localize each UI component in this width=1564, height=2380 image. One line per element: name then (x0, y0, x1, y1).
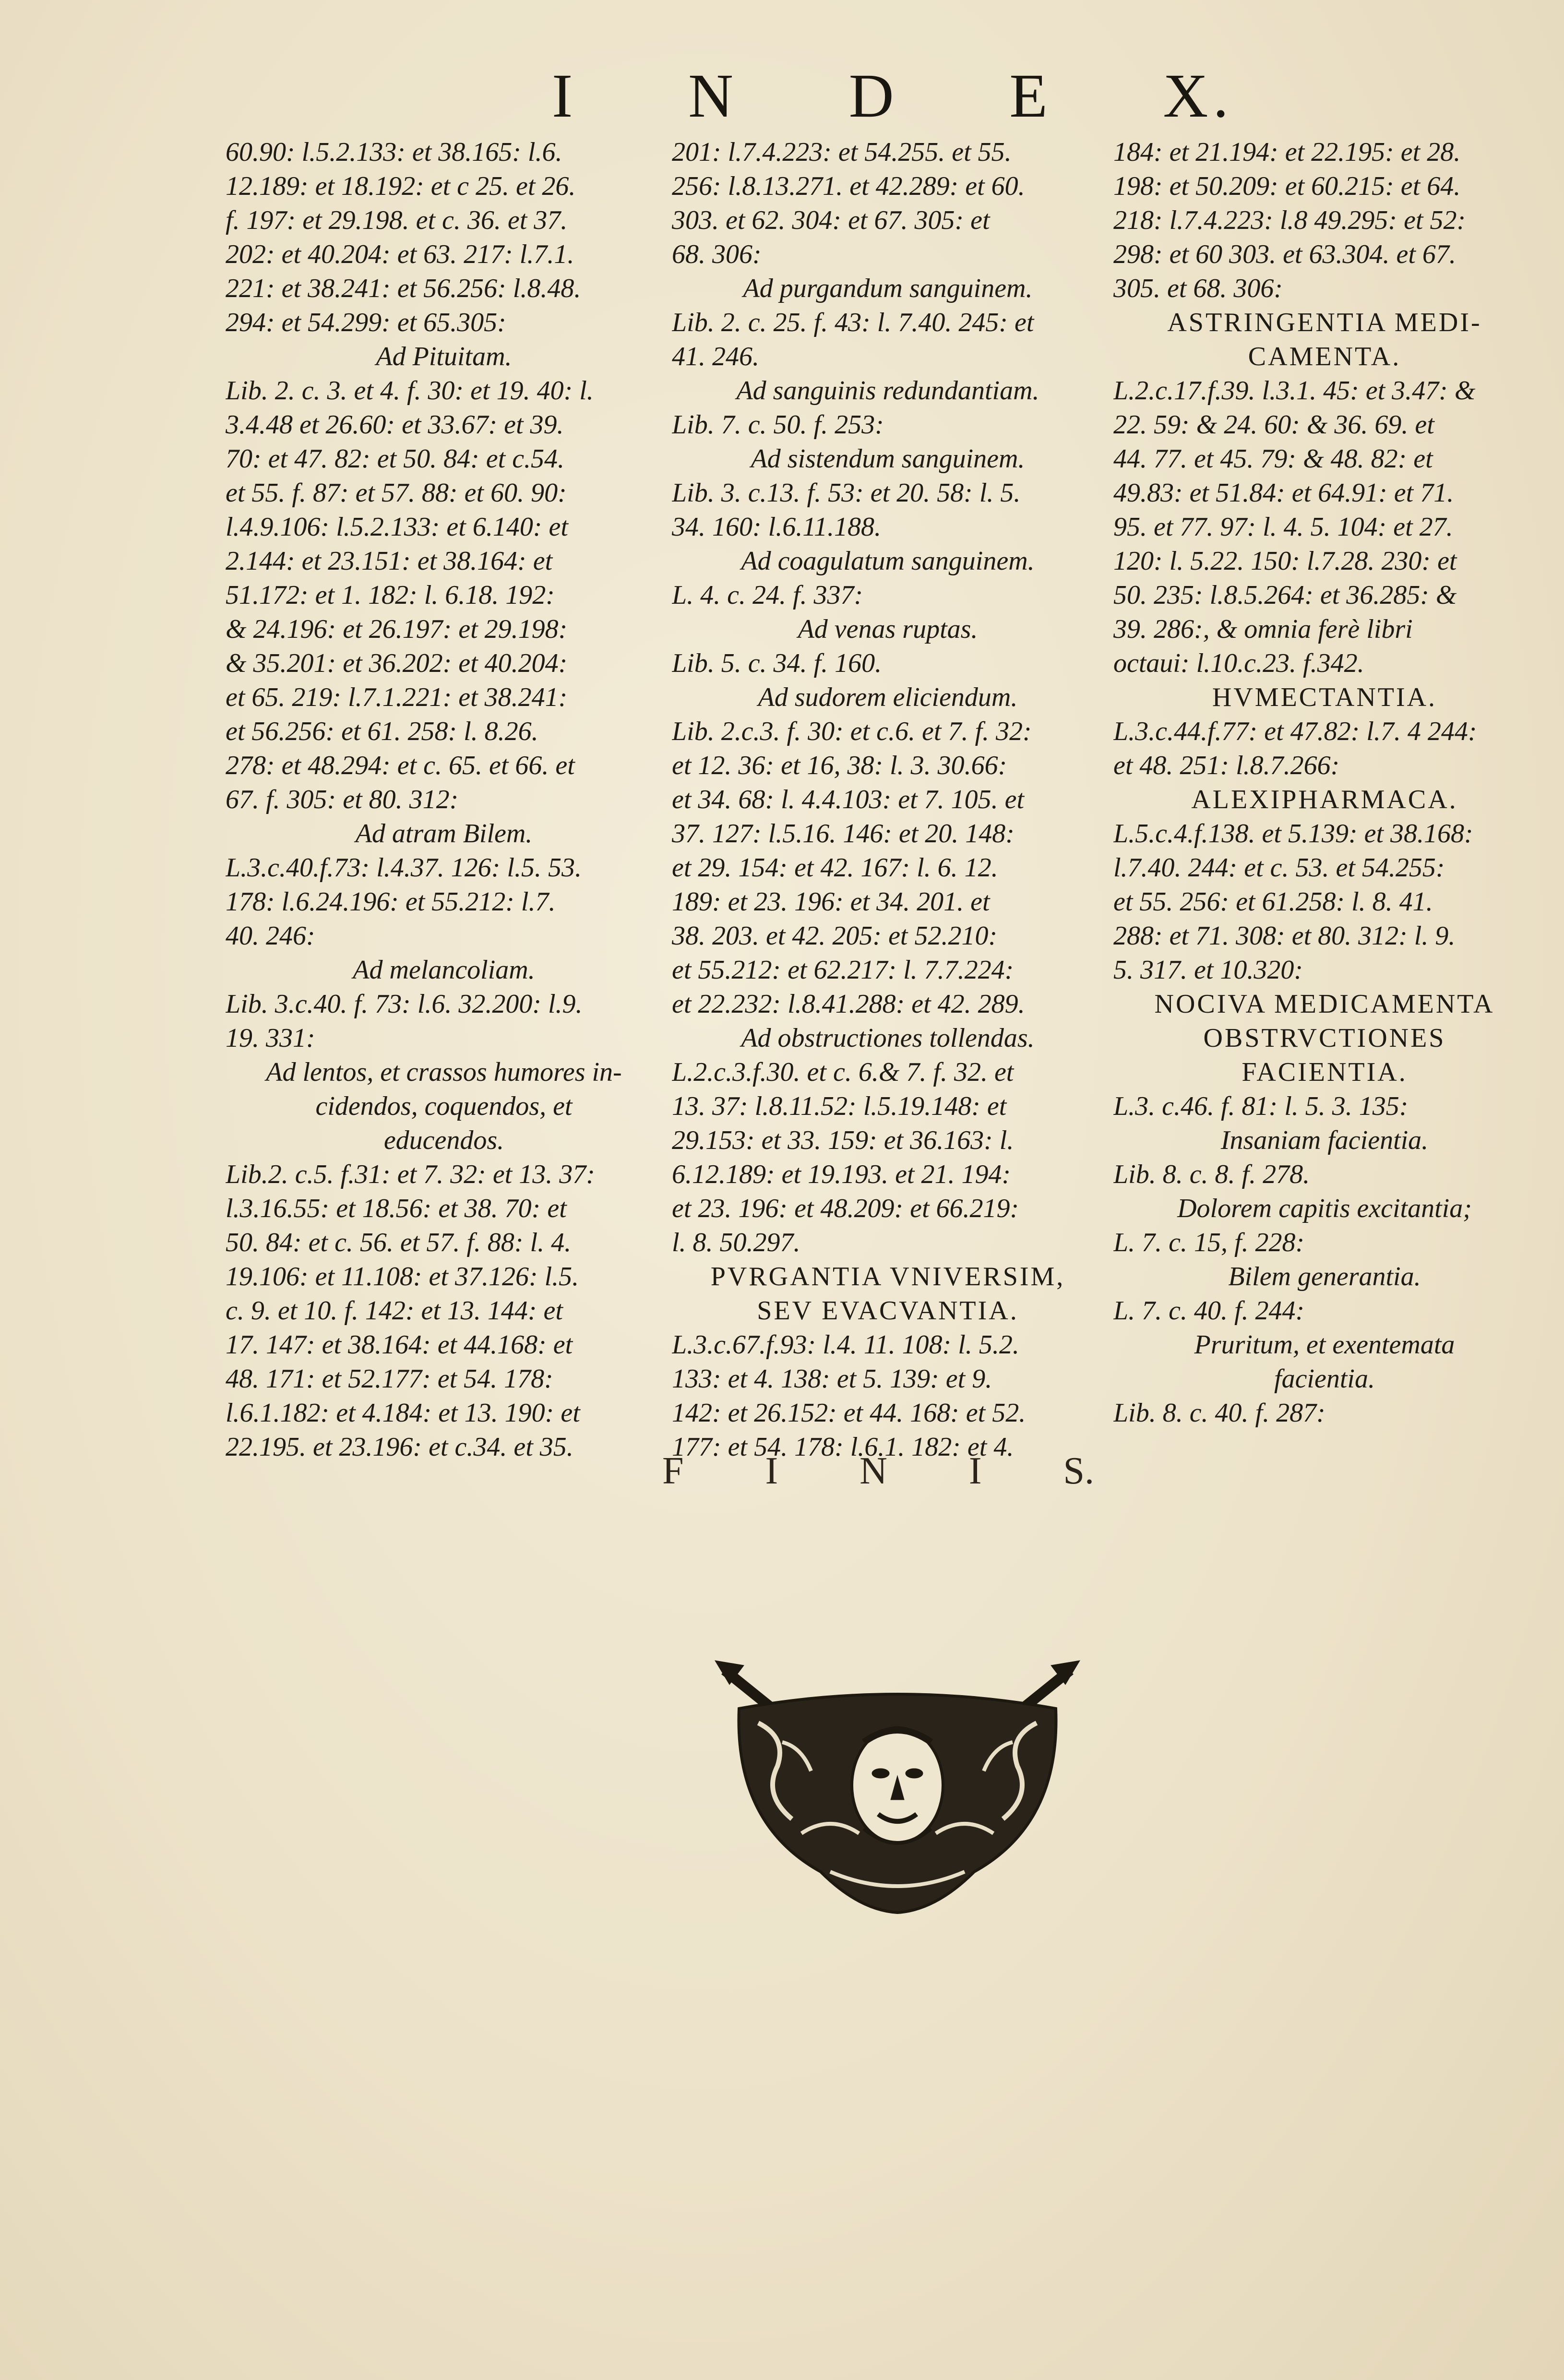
index-entry-line: 303. et 62. 304: et 67. 305: et (672, 205, 990, 235)
index-header (552, 62, 1233, 130)
index-heading: NOCIVA MEDICAMENTA (1154, 989, 1495, 1019)
index-entry-line: et 23. 196: et 48.209: et 66.219: (672, 1194, 1019, 1223)
index-entry-line: Lib. 5. c. 34. f. 160. (672, 648, 882, 678)
finis-letter: N (860, 1449, 887, 1492)
index-entry-line: L. 7. c. 15, f. 228: (1113, 1228, 1305, 1257)
index-heading: HVMECTANTIA. (1212, 682, 1437, 712)
index-heading: Ad Pituitam. (376, 342, 512, 371)
index-entry-line: l.3.16.55: et 18.56: et 38. 70: et (226, 1194, 567, 1223)
finis-letter: I (765, 1449, 778, 1492)
index-entry-line: 68. 306: (672, 239, 762, 269)
index-entry-line: & 24.196: et 26.197: et 29.198: (226, 614, 568, 644)
header-letter: X. (1163, 61, 1233, 131)
index-entry-line: L.3. c.46. f. 81: l. 5. 3. 135: (1113, 1091, 1409, 1121)
index-entry-line: et 55. f. 87: et 57. 88: et 60. 90: (226, 478, 567, 508)
index-entry-line: 256: l.8.13.271. et 42.289: et 60. (672, 171, 1025, 201)
index-entry-line: 22. 59: & 24. 60: & 36. 69. et (1113, 410, 1434, 440)
index-entry-line: L.5.c.4.f.138. et 5.139: et 38.168: (1113, 819, 1473, 849)
index-entry-line: Lib. 2.c.3. f. 30: et c.6. et 7. f. 32: (672, 717, 1032, 746)
tailpiece-ornament-icon (705, 1651, 1089, 1920)
index-entry-line: L. 7. c. 40. f. 244: (1113, 1296, 1305, 1326)
index-heading: Ad sistendum sanguinem. (751, 444, 1025, 474)
index-entry-line: 177: et 54. 178: l.6.1. 182: et 4. (672, 1432, 1014, 1462)
index-entry-line: 201: l.7.4.223: et 54.255. et 55. (672, 137, 1012, 167)
index-entry-line: 2.144: et 23.151: et 38.164: et (226, 546, 553, 576)
index-entry-line: 133: et 4. 138: et 5. 139: et 9. (672, 1364, 992, 1394)
index-entry-line: et 22.232: l.8.41.288: et 42. 289. (672, 989, 1025, 1019)
index-heading: OBSTRVCTIONES (1203, 1023, 1446, 1053)
index-heading: FACIENTIA. (1242, 1057, 1408, 1087)
index-entry-line: 50. 84: et c. 56. et 57. f. 88: l. 4. (226, 1228, 572, 1257)
index-entry-line: et 48. 251: l.8.7.266: (1113, 751, 1340, 780)
index-entry-line: 184: et 21.194: et 22.195: et 28. (1113, 137, 1461, 167)
index-column-2 (672, 135, 1104, 1464)
index-entry-line: 41. 246. (672, 342, 759, 371)
index-heading: CAMENTA. (1248, 342, 1401, 371)
index-heading: PVRGANTIA VNIVERSIM, (710, 1262, 1065, 1292)
index-heading: Dolorem capitis excitantia; (1177, 1194, 1472, 1223)
index-heading: Pruritum, et exentemata (1194, 1330, 1455, 1360)
index-entry-line: 3.4.48 et 26.60: et 33.67: et 39. (226, 410, 564, 440)
index-entry-line: 5. 317. et 10.320: (1113, 955, 1303, 985)
index-entry-line: 198: et 50.209: et 60.215: et 64. (1113, 171, 1461, 201)
index-entry-line: 39. 286:, & omnia ferè libri (1113, 614, 1413, 644)
index-entry-line: 67. f. 305: et 80. 312: (226, 785, 459, 814)
index-heading: educendos. (383, 1125, 504, 1155)
index-entry-line: octaui: l.10.c.23. f.342. (1113, 648, 1364, 678)
index-entry-line: 294: et 54.299: et 65.305: (226, 308, 506, 337)
header-letter: I (552, 61, 578, 131)
index-entry-line: 40. 246: (226, 921, 315, 951)
finis-letter: F (662, 1449, 684, 1492)
index-entry-line: 218: l.7.4.223: l.8 49.295: et 52: (1113, 205, 1466, 235)
index-entry-line: 178: l.6.24.196: et 55.212: l.7. (226, 887, 556, 917)
index-entry-line: 37. 127: l.5.16. 146: et 20. 148: (672, 819, 1015, 849)
index-entry-line: Lib. 8. c. 8. f. 278. (1113, 1160, 1310, 1189)
finis-letter: I (968, 1449, 982, 1492)
index-entry-line: l.4.9.106: l.5.2.133: et 6.140: et (226, 512, 568, 542)
index-entry-line: et 55. 256: et 61.258: l. 8. 41. (1113, 887, 1433, 917)
index-entry-line: Lib. 3. c.13. f. 53: et 20. 58: l. 5. (672, 478, 1021, 508)
index-entry-line: 60.90: l.5.2.133: et 38.165: l.6. (226, 137, 562, 167)
header-letter: D (848, 61, 899, 131)
index-entry-line: et 65. 219: l.7.1.221: et 38.241: (226, 682, 568, 712)
index-column-1 (226, 135, 662, 1464)
index-heading: Ad coagulatum sanguinem. (741, 546, 1035, 576)
index-entry-line: 13. 37: l.8.11.52: l.5.19.148: et (672, 1091, 1007, 1121)
index-heading: Ad obstructiones tollendas. (741, 1023, 1035, 1053)
index-entry-line: 142: et 26.152: et 44. 168: et 52. (672, 1398, 1026, 1428)
index-entry-line: Lib.2. c.5. f.31: et 7. 32: et 13. 37: (226, 1160, 595, 1189)
index-entry-line: f. 197: et 29.198. et c. 36. et 37. (226, 205, 568, 235)
header-letter: E (1009, 61, 1052, 131)
index-entry-line: 49.83: et 51.84: et 64.91: et 71. (1113, 478, 1454, 508)
index-heading: Insaniam facientia. (1220, 1125, 1429, 1155)
index-entry-line: L.2.c.17.f.39. l.3.1. 45: et 3.47: & (1113, 376, 1476, 406)
index-entry-line: 19.106: et 11.108: et 37.126: l.5. (226, 1262, 579, 1292)
index-heading: facientia. (1274, 1364, 1375, 1394)
index-entry-line: 95. et 77. 97: l. 4. 5. 104: et 27. (1113, 512, 1453, 542)
index-entry-line: 44. 77. et 45. 79: & 48. 82: et (1113, 444, 1433, 474)
index-entry-line: Lib. 7. c. 50. f. 253: (672, 410, 884, 440)
index-heading: Ad sudorem eliciendum. (758, 682, 1018, 712)
index-entry-line: 189: et 23. 196: et 34. 201. et (672, 887, 990, 917)
index-entry-line: 70: et 47. 82: et 50. 84: et c.54. (226, 444, 565, 474)
finis-letter: S. (1063, 1449, 1094, 1492)
index-entry-line: L.3.c.44.f.77: et 47.82: l.7. 4 244: (1113, 717, 1477, 746)
index-heading: Bilem generantia. (1228, 1262, 1421, 1292)
index-entry-line: 22.195. et 23.196: et c.34. et 35. (226, 1432, 573, 1462)
index-entry-line: et 34. 68: l. 4.4.103: et 7. 105. et (672, 785, 1025, 814)
index-heading: ASTRINGENTIA MEDI- (1167, 308, 1482, 337)
index-entry-line: Lib. 2. c. 3. et 4. f. 30: et 19. 40: l. (226, 376, 594, 406)
index-entry-line: 48. 171: et 52.177: et 54. 178: (226, 1364, 553, 1394)
index-heading: Ad sanguinis redundantiam. (736, 376, 1039, 406)
index-entry-line: L.3.c.67.f.93: l.4. 11. 108: l. 5.2. (672, 1330, 1019, 1360)
index-entry-line: et 56.256: et 61. 258: l. 8.26. (226, 717, 538, 746)
index-entry-line: 17. 147: et 38.164: et 44.168: et (226, 1330, 573, 1360)
index-entry-line: 120: l. 5.22. 150: l.7.28. 230: et (1113, 546, 1457, 576)
index-entry-line: 38. 203. et 42. 205: et 52.210: (672, 921, 998, 951)
index-entry-line: 202: et 40.204: et 63. 217: l.7.1. (226, 239, 574, 269)
index-entry-line: 6.12.189: et 19.193. et 21. 194: (672, 1160, 1011, 1189)
index-entry-line: l.6.1.182: et 4.184: et 13. 190: et (226, 1398, 580, 1428)
index-entry-line: 305. et 68. 306: (1113, 274, 1283, 303)
index-entry-line: L.2.c.3.f.30. et c. 6.& 7. f. 32. et (672, 1057, 1014, 1087)
index-entry-line: Lib. 8. c. 40. f. 287: (1113, 1398, 1325, 1428)
index-entry-line: & 35.201: et 36.202: et 40.204: (226, 648, 568, 678)
index-entry-line: 50. 235: l.8.5.264: et 36.285: & (1113, 580, 1457, 610)
index-entry-line: l.7.40. 244: et c. 53. et 54.255: (1113, 853, 1445, 883)
index-entry-line: Lib. 3.c.40. f. 73: l.6. 32.200: l.9. (226, 989, 583, 1019)
index-heading: SEV EVACVANTIA. (757, 1296, 1019, 1326)
index-entry-line: L. 4. c. 24. f. 337: (672, 580, 863, 610)
index-entry-line: Lib. 2. c. 25. f. 43: l. 7.40. 245: et (672, 308, 1034, 337)
index-heading: Ad purgandum sanguinem. (743, 274, 1033, 303)
index-entry-line: et 12. 36: et 16, 38: l. 3. 30.66: (672, 751, 1007, 780)
index-entry-line: 288: et 71. 308: et 80. 312: l. 9. (1113, 921, 1456, 951)
index-entry-line: 34. 160: l.6.11.188. (672, 512, 882, 542)
finis-line (662, 1445, 1094, 1497)
index-entry-line: 298: et 60 303. et 63.304. et 67. (1113, 239, 1456, 269)
index-heading: Ad melancoliam. (353, 955, 535, 985)
index-entry-line: l. 8. 50.297. (672, 1228, 800, 1257)
index-entry-line: 51.172: et 1. 182: l. 6.18. 192: (226, 580, 555, 610)
index-entry-line: 29.153: et 33. 159: et 36.163: l. (672, 1125, 1014, 1155)
index-heading: Ad atram Bilem. (355, 819, 533, 849)
index-entry-line: et 29. 154: et 42. 167: l. 6. 12. (672, 853, 998, 883)
index-entry-line: 278: et 48.294: et c. 65. et 66. et (226, 751, 575, 780)
index-heading: ALEXIPHARMACA. (1191, 785, 1458, 814)
index-entry-line: L.3.c.40.f.73: l.4.37. 126: l.5. 53. (226, 853, 582, 883)
index-heading: Ad lentos, et crassos humores in- (266, 1057, 622, 1087)
header-letter: N (688, 61, 738, 131)
index-heading: Ad venas ruptas. (798, 614, 978, 644)
index-column-3 (1113, 135, 1536, 1430)
index-entry-line: c. 9. et 10. f. 142: et 13. 144: et (226, 1296, 563, 1326)
index-entry-line: 12.189: et 18.192: et c 25. et 26. (226, 171, 576, 201)
index-entry-line: 19. 331: (226, 1023, 315, 1053)
index-entry-line: et 55.212: et 62.217: l. 7.7.224: (672, 955, 1014, 985)
index-entry-line: 221: et 38.241: et 56.256: l.8.48. (226, 274, 581, 303)
index-heading: cidendos, coquendos, et (315, 1091, 573, 1121)
